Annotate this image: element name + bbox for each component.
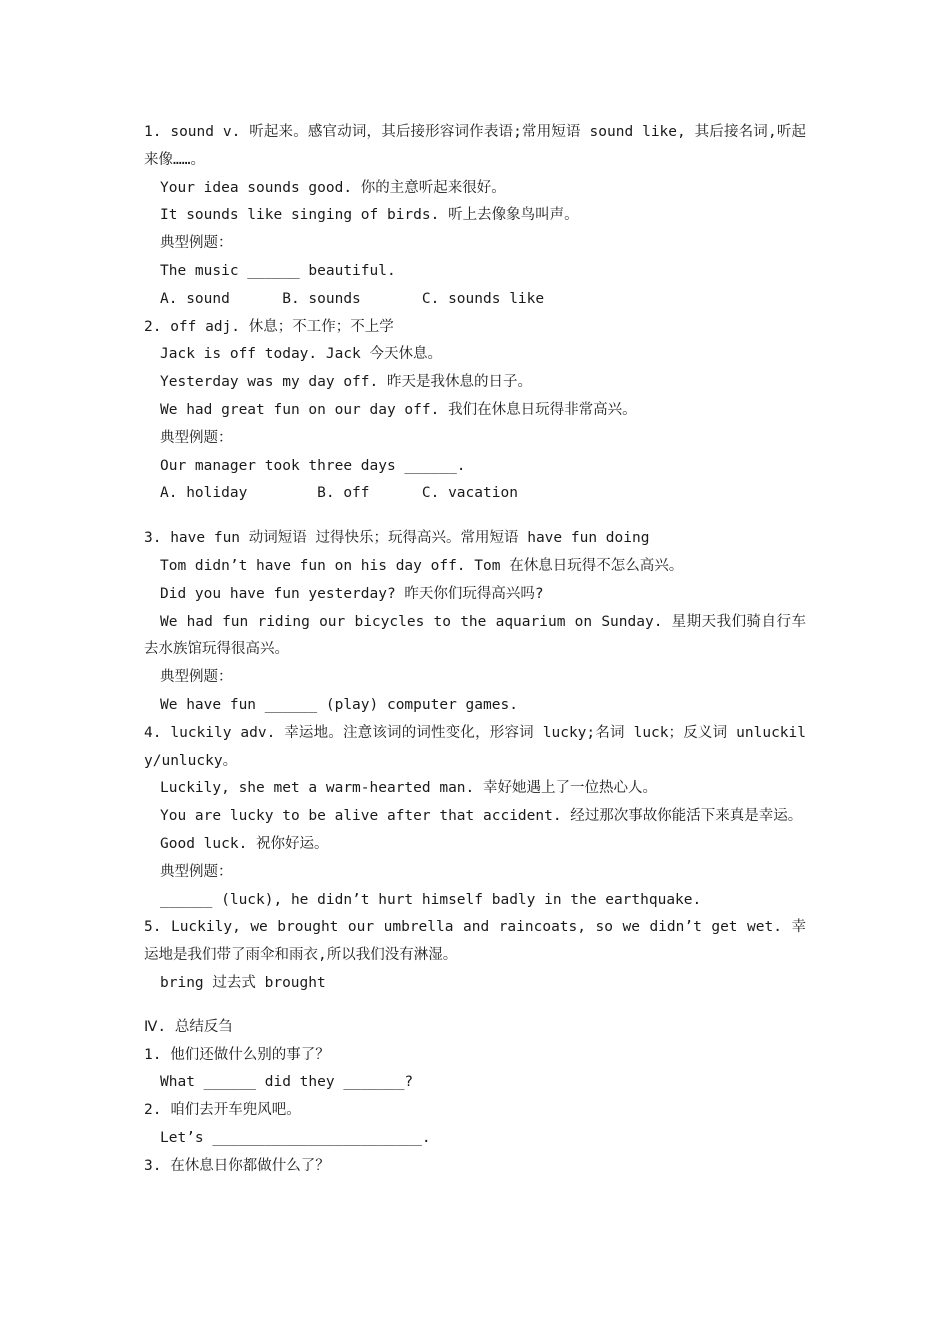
translation-prompt: 3. 在休息日你都做什么了？: [144, 1157, 330, 1174]
example-sentence: Good luck. 祝你好运。: [160, 835, 329, 852]
grammar-note: bring 过去式 brought: [160, 974, 326, 991]
exercise-heading: 典型例题：: [160, 429, 233, 446]
example-sentence: Did you have fun yesterday? 昨天你们玩得高兴吗?: [160, 585, 544, 602]
exercise-heading: 典型例题：: [160, 863, 233, 880]
exercise-question: ______ (luck), he didn’t hurt himself badly in the earthquake.: [160, 891, 702, 908]
example-sentence: Luckily, she met a warm-hearted man. 幸好她遇上了一位热心人。: [160, 780, 657, 797]
exercise-question: We have fun ______ (play) computer games.: [160, 696, 518, 713]
exercise-question: The music ______ beautiful.: [160, 262, 396, 279]
spacer: [144, 508, 806, 525]
example-sentence: Your idea sounds good. 你的主意听起来很好。: [160, 179, 506, 196]
exercise-options: A. sound B. sounds C. sounds like: [160, 290, 545, 307]
example-sentence: We had great fun on our day off. 我们在休息日玩得非常高兴。: [160, 401, 637, 418]
exercise-heading: 典型例题：: [160, 669, 233, 686]
example-sentence: Yesterday was my day off. 昨天是我休息的日子。: [160, 374, 532, 391]
exercise-question: Our manager took three days ______.: [160, 457, 466, 474]
item-3-have-fun: 3. have fun 动词短语 过得快乐；玩得高兴。常用短语 have fun doing: [144, 530, 650, 547]
spacer: [144, 998, 806, 1014]
item-1-sound: 1. sound v. 听起来。感官动词，其后接形容词作表语;常用短语 sound like, 其后接名词,听起来像……。: [144, 124, 806, 168]
document-page: [144, 119, 806, 1180]
item-2-off: 2. off adj. 休息；不工作；不上学: [144, 318, 394, 335]
example-sentence: It sounds like singing of birds. 听上去像象鸟叫声。: [160, 207, 579, 224]
exercise-options: A. holiday B. off C. vacation: [160, 485, 518, 502]
translation-answer: What ______ did they _______?: [160, 1074, 414, 1091]
section-heading: Ⅳ. 总结反刍: [144, 1018, 233, 1035]
example-sentence: Tom didn’t have fun on his day off. Tom 在休息日玩得不怎么高兴。: [160, 557, 684, 574]
example-sentence: You are lucky to be alive after that accident. 经过那次事故你能活下来真是幸运。: [160, 808, 803, 825]
example-sentence: We had fun riding our bicycles to the aquarium on Sunday. 星期天我们骑自行车去水族馆玩得很高兴。: [144, 613, 806, 658]
example-sentence: Jack is off today. Jack 今天休息。: [160, 346, 443, 363]
exercise-heading: 典型例题：: [160, 235, 233, 252]
item-4-luckily: 4. luckily adv. 幸运地。注意该词的词性变化，形容词 lucky;名词 luck；反义词 unluckily/unlucky。: [144, 724, 806, 769]
translation-prompt: 1. 他们还做什么别的事了？: [144, 1046, 330, 1063]
item-5-example: 5. Luckily, we brought our umbrella and raincoats, so we didn’t get wet. 幸运地是我们带了雨伞和雨衣,所以我们没有淋湿。: [144, 919, 806, 964]
translation-prompt: 2. 咱们去开车兜风吧。: [144, 1102, 301, 1119]
translation-answer: Let’s ________________________.: [160, 1129, 431, 1146]
